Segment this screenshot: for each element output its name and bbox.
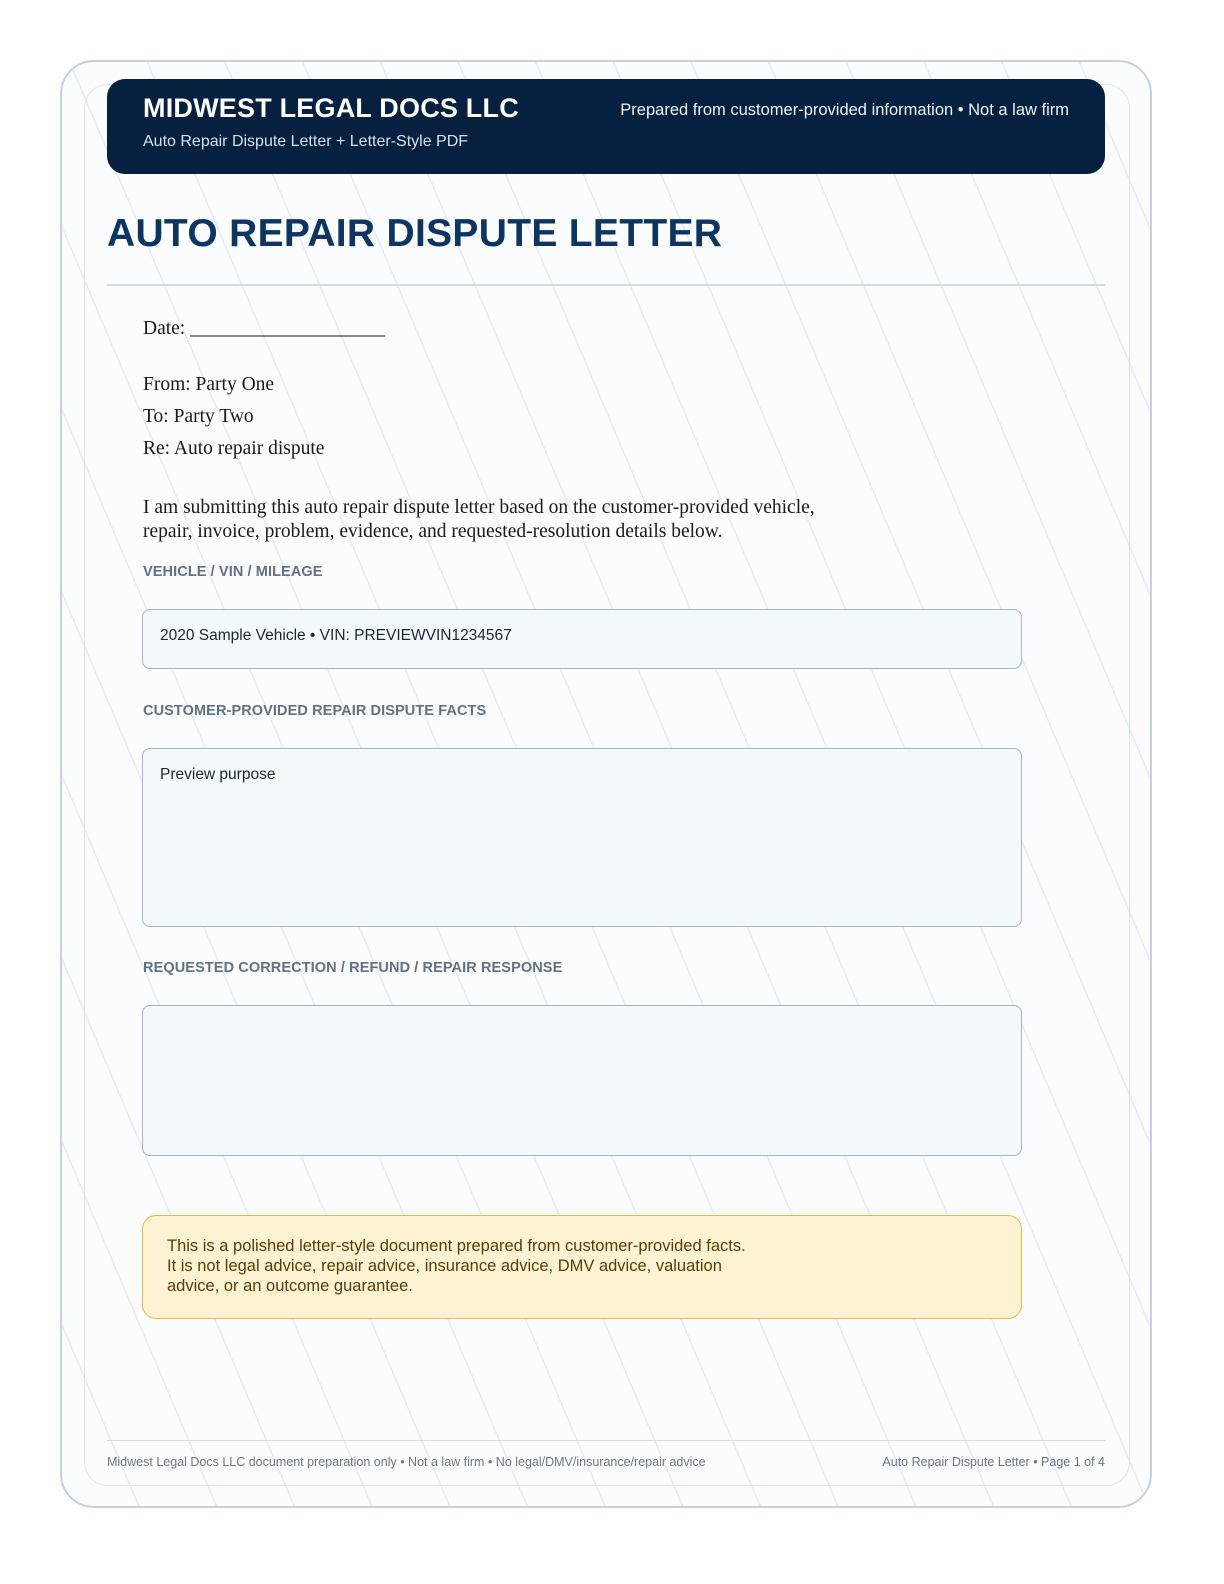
re-line: Re: Auto repair dispute [143, 438, 325, 459]
document-title: AUTO REPAIR DISPUTE LETTER [107, 212, 723, 255]
vehicle-field [142, 609, 1022, 669]
vehicle-field-value: 2020 Sample Vehicle • VIN: PREVIEWVIN1234567 [160, 627, 512, 644]
from-line: From: Party One [143, 374, 275, 395]
brand-tagline: Prepared from customer-provided information • Not a law firm [620, 101, 1069, 119]
footer-divider [107, 1440, 1105, 1441]
intro-paragraph: I am submitting this auto repair dispute letter based on the customer-provided vehicle, repair, invoice, problem, evidence, and requested-resolution details below. [143, 497, 815, 542]
facts-section-label: CUSTOMER-PROVIDED REPAIR DISPUTE FACTS [143, 703, 487, 719]
header-banner [107, 79, 1105, 174]
brand-subtitle: Auto Repair Dispute Letter + Letter-Style PDF [143, 133, 469, 150]
title-divider [107, 284, 1105, 286]
request-section-label: REQUESTED CORRECTION / REFUND / REPAIR RESPONSE [143, 960, 563, 976]
facts-field-value: Preview purpose [160, 766, 276, 783]
request-field [142, 1005, 1022, 1156]
to-line: To: Party Two [143, 406, 254, 427]
facts-field [142, 748, 1022, 927]
footer-page-info: Auto Repair Dispute Letter • Page 1 of 4 [882, 1455, 1105, 1469]
disclaimer-text: This is a polished letter-style document prepared from customer-provided facts. It is not legal advice, repair advice, insurance advice, DMV advice, valuation advice, or an outcome guarantee. [167, 1237, 746, 1295]
brand-name: MIDWEST LEGAL DOCS LLC [143, 93, 519, 123]
date-line: Date: ____________________ [143, 318, 386, 339]
vehicle-section-label: VEHICLE / VIN / MILEAGE [143, 564, 323, 580]
disclaimer-notice [142, 1215, 1022, 1319]
footer-disclaimer: Midwest Legal Docs LLC document preparation only • Not a law firm • No legal/DMV/insurance/repair advice [107, 1455, 706, 1469]
